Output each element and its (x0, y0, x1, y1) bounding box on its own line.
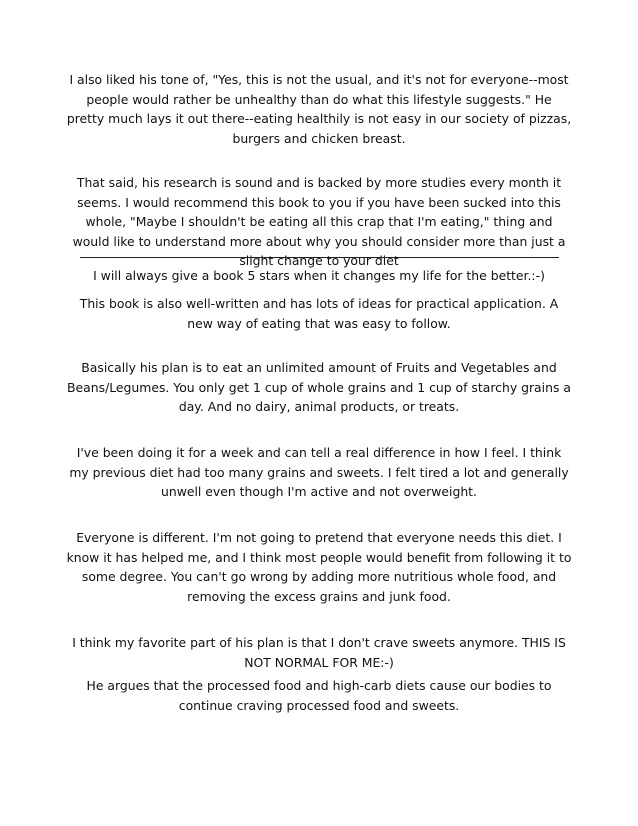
paragraph-one-week: I've been doing it for a week and can tell a real difference in how I feel. I think my previous diet had too many grains and sweets. I felt tired a lot and generally unwell even though I'm active and not overweight. (69, 445, 569, 500)
paragraph-five-stars: I will always give a book 5 stars when it changes my life for the better.:-) (93, 268, 545, 283)
paragraph-everyone-different: Everyone is different. I'm not going to pretend that everyone needs this diet. I know it has helped me, and I think most people would benefit from following it to some degree. You can't go wrong by adding more nutritious whole food, and removing the excess grains and junk food. (66, 530, 572, 604)
section-divider (80, 257, 559, 258)
paragraph-processed-food: He argues that the processed food and high-carb diets cause our bodies to continue craving processed food and sweets. (86, 678, 552, 713)
paragraph-research: That said, his research is sound and is backed by more studies every month it seems. I would recommend this book to you if you have been sucked into this whole, "Maybe I shouldn't be eating all this crap that I'm eating," thing and would like to understand more about why you should consider more than just a slight change to your diet (72, 175, 566, 269)
paragraph-well-written: This book is also well-written and has lots of ideas for practical application. A new way of eating that was easy to follow. (79, 296, 559, 331)
paragraph-favorite-part: I think my favorite part of his plan is that I don't crave sweets anymore. THIS IS NOT NORMAL FOR ME:-) (72, 635, 566, 670)
paragraph-plan-basics: Basically his plan is to eat an unlimited amount of Fruits and Vegetables and Beans/Legumes. You only get 1 cup of whole grains and 1 cup of starchy grains a day. And no dairy, animal products, or treats. (67, 360, 571, 415)
paragraph-tone: I also liked his tone of, "Yes, this is not the usual, and it's not for everyone--most people would rather be unhealthy than do what this lifestyle suggests." He pretty much lays it out there--eating healthily is not easy in our society of pizzas, burgers and chicken breast. (66, 72, 572, 146)
